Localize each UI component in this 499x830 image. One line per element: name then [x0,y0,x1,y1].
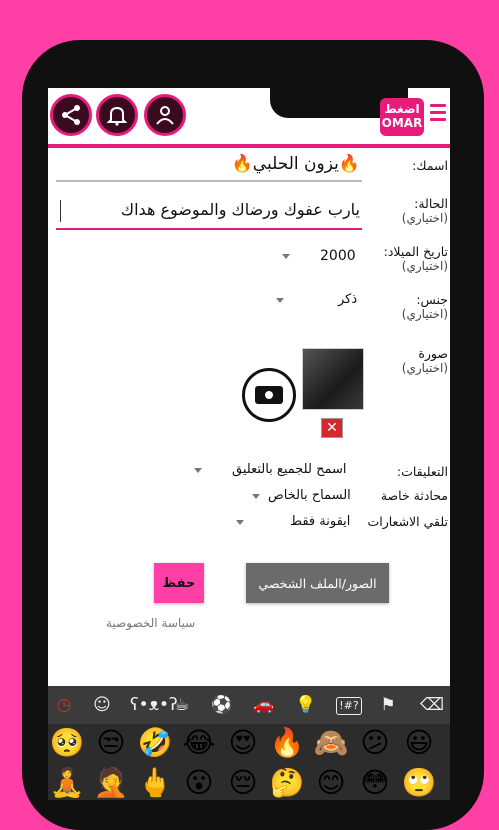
emoji-key[interactable]: 🔥 [269,726,305,759]
private-chat-select[interactable]: السماح بالخاص [268,488,351,503]
emoji-key[interactable]: 🙈 [313,726,349,759]
comments-dropdown-icon[interactable] [194,468,202,473]
emoji-key[interactable]: 😔 [228,766,258,799]
name-underline [56,180,362,182]
cup-icon[interactable]: ☕ [174,695,190,715]
emoji-key[interactable]: 😕 [360,726,390,759]
private-chat-dropdown-icon[interactable] [252,494,260,499]
photos-profile-button[interactable]: الصور/الملف الشخصي [246,563,389,603]
logo-text-bottom: OMAR [381,116,423,130]
camera-button[interactable] [242,368,296,422]
birth-label [384,244,448,273]
gender-label-text: جنس: [416,292,448,307]
gender-label [402,292,448,321]
bell-icon [106,104,128,126]
emoji-key[interactable]: 🖕 [137,766,173,799]
text-cursor [60,200,61,222]
top-bar [48,88,450,146]
birth-label-text: تاريخ الميلاد: [383,244,448,259]
header-divider [48,144,450,148]
share-button[interactable] [50,94,92,136]
emoji-key[interactable]: 😮 [184,766,214,799]
name-label: اسمك: [412,158,448,173]
notifications-dropdown-icon[interactable] [236,520,244,525]
emoji-key[interactable]: 😃 [404,726,434,759]
photo-label-text: صورة [418,346,448,361]
photo-label [402,346,448,375]
emoji-key[interactable]: 😍 [228,726,258,759]
notifications-select[interactable]: ايقونة فقط [290,514,351,529]
comments-label: التعليقات: [396,464,448,479]
photo-optional: (اختياري) [401,361,448,375]
comments-select[interactable]: اسمح للجميع بالتعليق [232,462,347,477]
status-underline [56,228,362,230]
app-logo [380,98,424,136]
gender-optional: (اختياري) [401,307,448,321]
emoji-category-bar [48,686,450,724]
emoji-key[interactable]: 🙄 [401,766,437,799]
smiley-icon[interactable]: ☺ [93,695,111,715]
delete-photo-button[interactable]: ✕ [321,418,343,438]
emoji-key[interactable]: 😳 [360,766,390,799]
emoji-key[interactable]: 🤦 [93,766,129,799]
emoji-key[interactable]: 🧘 [49,766,85,799]
animal-icon[interactable]: ʕ•ᴥ•ʔ [130,695,178,715]
gender-dropdown-icon[interactable] [276,298,284,303]
profile-button[interactable] [144,94,186,136]
birth-select[interactable]: 2000 [320,248,356,264]
bulb-icon[interactable]: 💡 [295,695,317,715]
emoji-key[interactable]: 🤔 [269,766,305,799]
emoji-key[interactable]: 😂 [182,726,216,759]
emoji-key[interactable]: 🥺 [49,726,85,759]
notifications-button[interactable] [96,94,138,136]
status-optional: (اختياري) [401,211,448,225]
symbols-icon[interactable]: !#? [336,697,362,715]
emoji-key[interactable]: 😊 [316,766,346,799]
car-icon[interactable]: 🚗 [253,695,275,715]
menu-icon[interactable] [430,104,446,125]
status-label [402,196,448,225]
app-screen [48,88,450,800]
user-icon [154,104,176,126]
emoji-key[interactable]: 🤣 [137,726,173,759]
ball-icon[interactable]: ⚽ [211,695,233,715]
share-icon [60,104,82,126]
notifications-label: تلقي الاشعارات [367,514,448,529]
gender-select[interactable]: ذكر [338,292,358,307]
name-input[interactable]: 🔥يزون الحلبي🔥 [231,154,360,174]
flag-icon[interactable]: ⚑ [380,695,396,715]
status-label-text: الحالة: [414,196,448,211]
emoji-grid [48,724,450,800]
status-input[interactable]: يارب عفوك ورضاك والموضوع هداك [120,200,360,219]
birth-optional: (اختياري) [401,259,448,273]
birth-dropdown-icon[interactable] [282,254,290,259]
emoji-key[interactable]: 😒 [96,726,126,759]
save-button[interactable]: حفظ [154,563,204,603]
backspace-icon[interactable]: ⌫ [420,695,445,715]
privacy-policy-link[interactable]: سياسة الخصوصية [106,616,196,630]
private-chat-label: محادثة خاصة [380,488,448,503]
logo-text-top: اضغط [384,102,420,116]
recent-icon[interactable]: ◷ [56,695,72,715]
camera-icon [255,386,283,404]
profile-photo[interactable] [302,348,364,410]
